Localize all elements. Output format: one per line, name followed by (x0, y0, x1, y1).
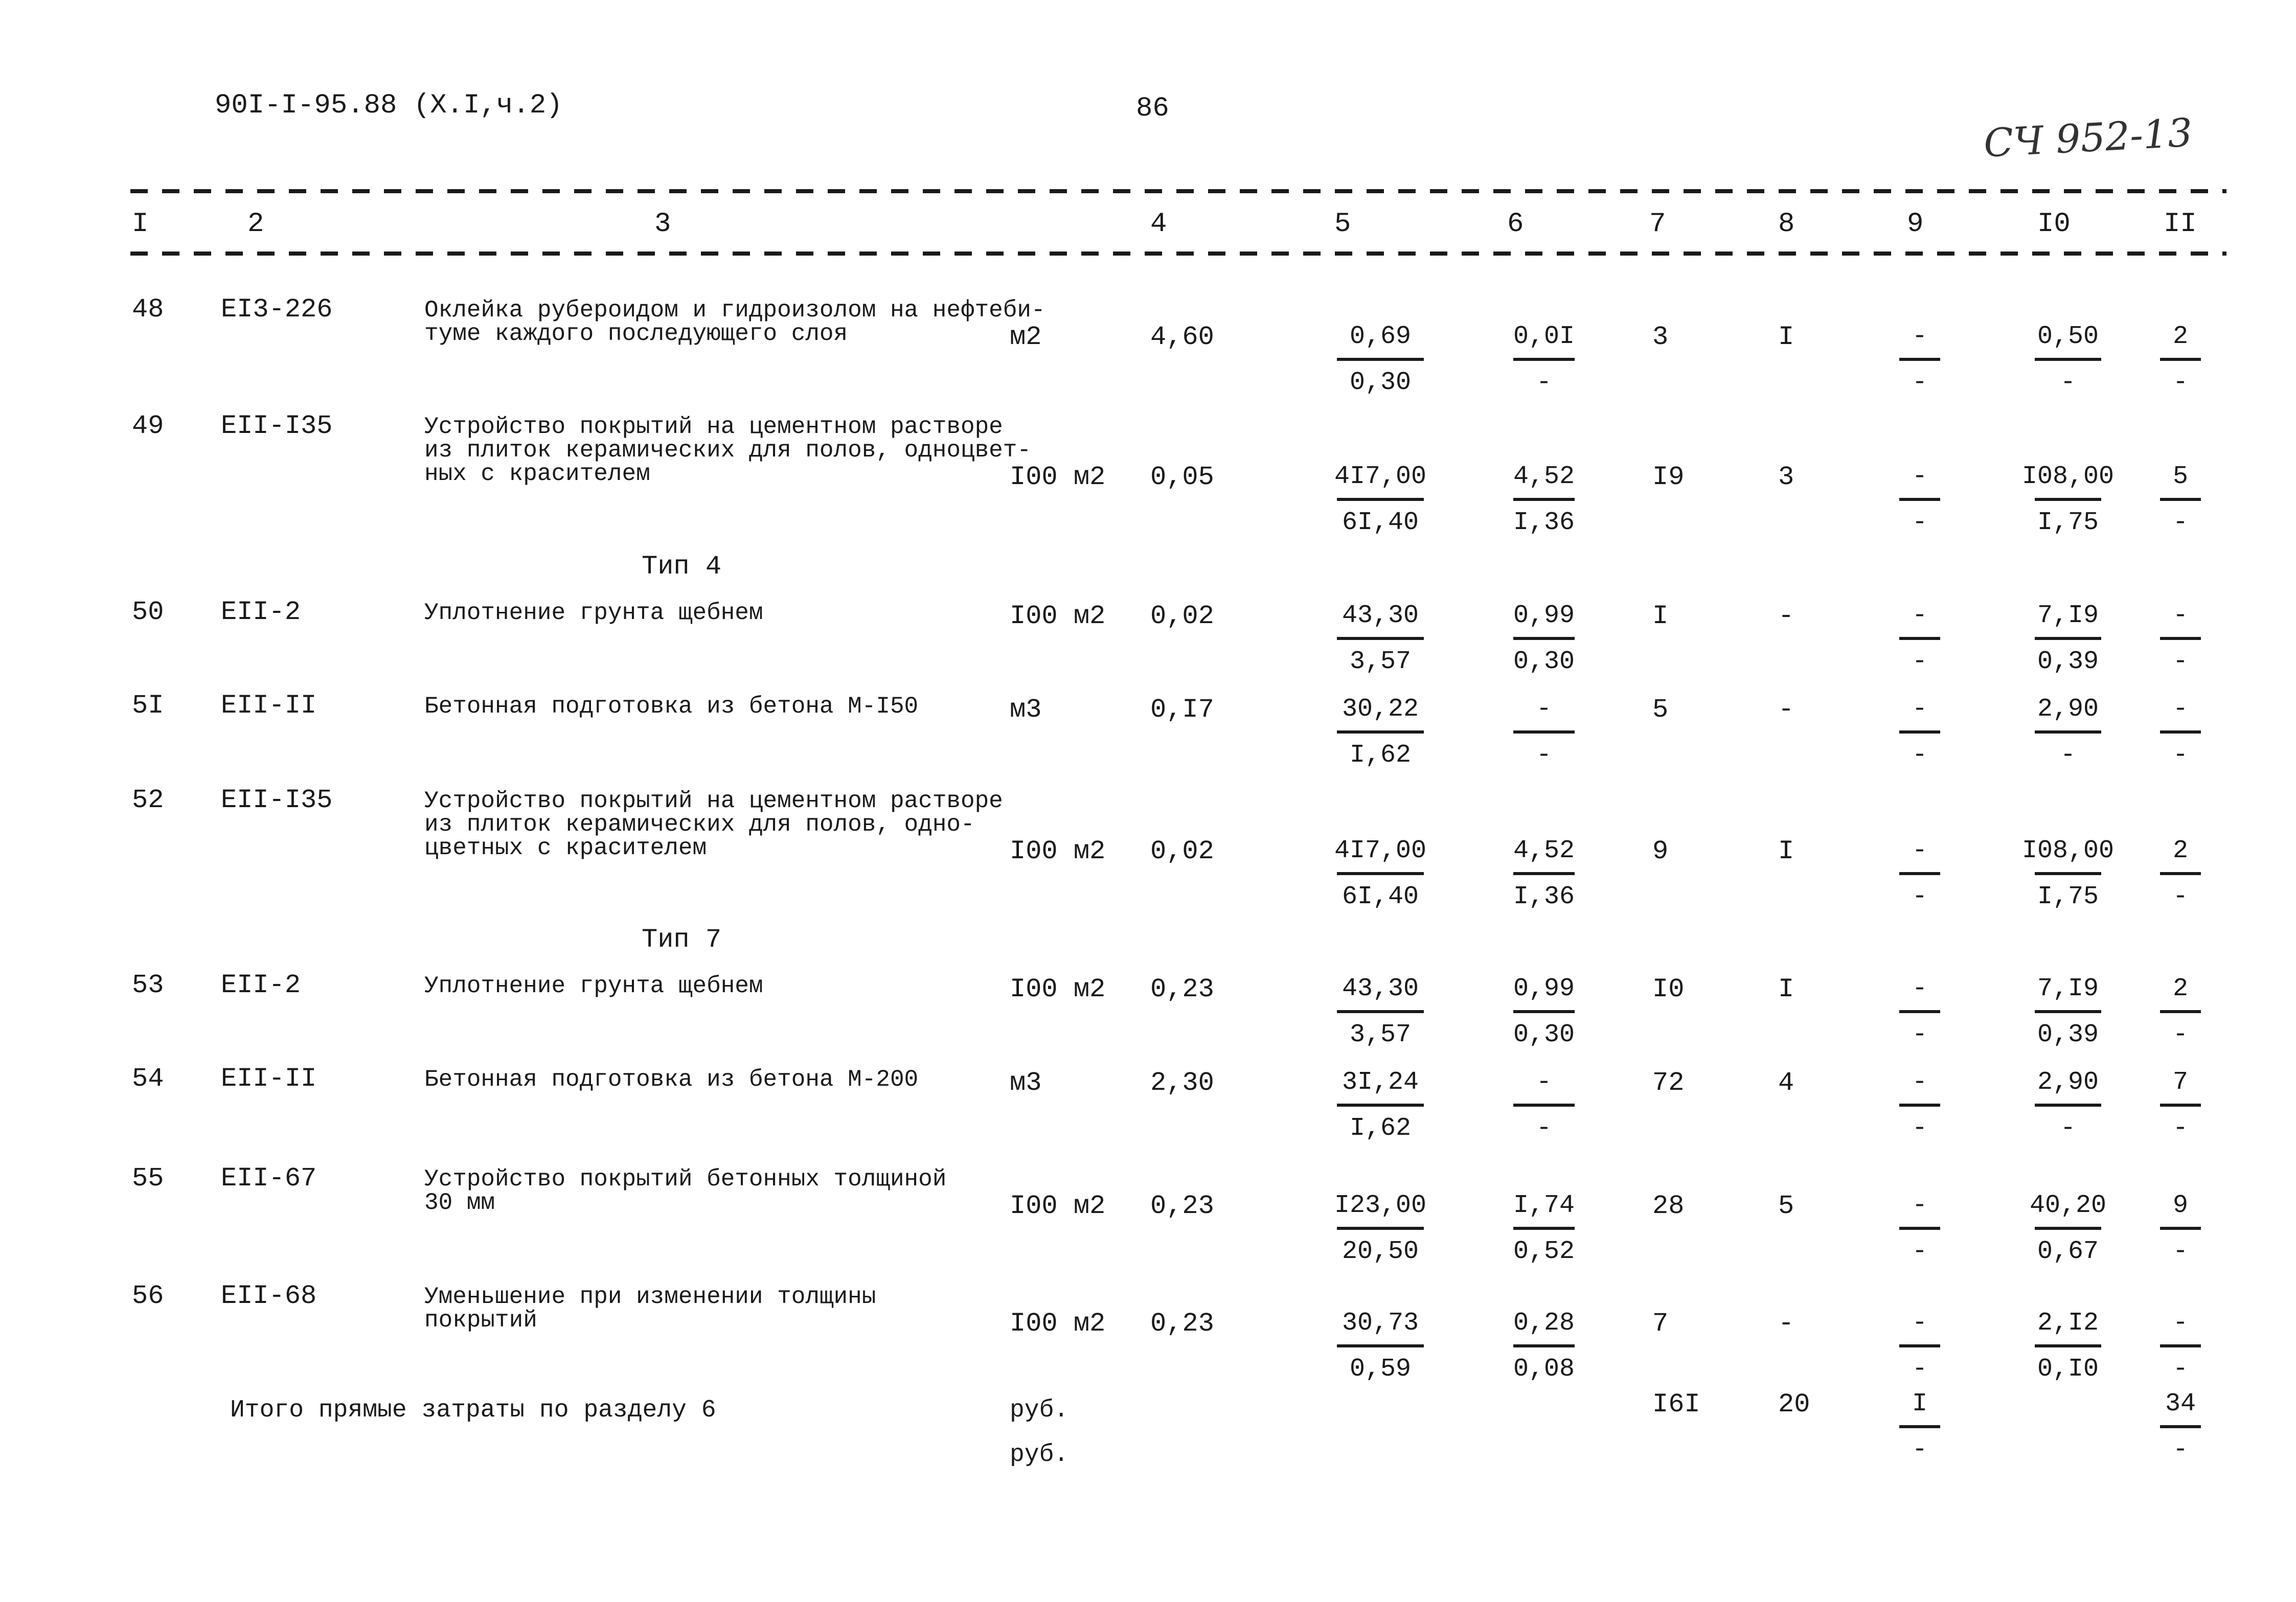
c6-denominator: - (1536, 741, 1552, 770)
fraction-bar (2035, 358, 2101, 361)
fraction-bar (1337, 1104, 1424, 1107)
fraction-bar (1513, 1010, 1575, 1013)
fraction-bar (2160, 1010, 2201, 1013)
c9-numerator: - (1912, 1068, 1927, 1097)
fraction-bar (1513, 730, 1575, 734)
c6-denominator: 0,08 (1513, 1355, 1575, 1384)
c9-numerator: - (1912, 1191, 1927, 1220)
col-7-value: 5 (1652, 695, 1669, 725)
fraction-bar (1337, 498, 1424, 501)
c6-denominator: I,36 (1513, 882, 1575, 911)
c6-numerator: 4,52 (1513, 462, 1575, 491)
norm-code: ЕII-II (221, 691, 317, 721)
c10-denominator: - (2060, 741, 2076, 770)
c11-numerator: - (2172, 601, 2188, 630)
work-description: Устройство покрытий на цементном растворе из плиток керамических для полов, одно- цветных с красителем (424, 788, 1003, 861)
c9-numerator: - (1912, 1309, 1927, 1338)
page-number: 86 (1136, 93, 1169, 124)
total-c11-denominator: - (2172, 1435, 2188, 1464)
c9-fraction (1869, 1193, 1971, 1269)
c9-denominator: - (1912, 1355, 1927, 1384)
c5-fraction (1329, 1311, 1431, 1386)
c9-denominator: - (1912, 368, 1927, 397)
fraction-bar (1337, 730, 1424, 734)
work-description: Уменьшение при изменении толщины покрытий (424, 1284, 876, 1334)
column-header-10: I0 (2037, 209, 2071, 240)
fraction-bar (2160, 498, 2201, 501)
c5-numerator: 43,30 (1342, 974, 1419, 1003)
norm-code: ЕII-II (221, 1064, 317, 1094)
unit: I00 м2 (1010, 601, 1106, 631)
c6-denominator: 0,30 (1513, 1020, 1575, 1049)
column-header-11: II (2164, 209, 2197, 240)
c10-numerator: I08,00 (2021, 462, 2115, 491)
quantity: 2,30 (1150, 1068, 1214, 1098)
column-header-1: I (132, 209, 149, 240)
c9-fraction (1869, 324, 1971, 400)
c11-numerator: - (2172, 1309, 2188, 1338)
c10-fraction (2017, 603, 2119, 679)
fraction-bar (1337, 1344, 1424, 1347)
col-8-value: 4 (1778, 1068, 1794, 1098)
c10-fraction (2017, 464, 2119, 540)
c11-numerator: 5 (2172, 462, 2188, 491)
fraction-bar (2160, 1425, 2201, 1428)
fraction-bar (2160, 730, 2201, 734)
quantity: 0,I7 (1150, 695, 1214, 725)
col-7-value: 72 (1652, 1068, 1685, 1098)
c6-numerator: 0,28 (1513, 1309, 1575, 1338)
c5-denominator: 0,59 (1349, 1355, 1412, 1384)
quantity: 0,23 (1150, 1191, 1214, 1221)
c10-fraction (2017, 838, 2119, 914)
c10-numerator: 2,90 (2037, 695, 2099, 724)
fraction-bar (2160, 872, 2201, 875)
c11-denominator: - (2172, 882, 2188, 911)
total-c11-numerator: 34 (2165, 1389, 2196, 1418)
c10-numerator: I08,00 (2021, 836, 2115, 865)
fraction-bar (1337, 1227, 1424, 1230)
c11-numerator: 2 (2172, 974, 2188, 1003)
total-c11-fraction (2129, 1391, 2232, 1467)
c10-denominator: 0,67 (2037, 1237, 2099, 1266)
col-8-value: I (1778, 322, 1794, 352)
col-7-value: I9 (1652, 462, 1685, 492)
c6-denominator: 0,30 (1513, 647, 1575, 676)
fraction-bar (1899, 637, 1940, 640)
c11-denominator: - (2172, 1237, 2188, 1266)
unit: м2 (1010, 322, 1042, 352)
c5-numerator: 30,22 (1342, 695, 1419, 724)
fraction-bar (2035, 730, 2101, 734)
c11-fraction (2129, 838, 2232, 914)
c11-numerator: 9 (2172, 1191, 2188, 1220)
c6-fraction (1493, 464, 1595, 540)
row-number: 49 (132, 411, 164, 441)
unit: I00 м2 (1010, 462, 1106, 492)
fraction-bar (1513, 637, 1575, 640)
c9-fraction (1869, 1070, 1971, 1146)
quantity: 0,02 (1150, 836, 1214, 866)
c5-numerator: 30,73 (1342, 1309, 1419, 1338)
c11-fraction (2129, 603, 2232, 679)
c6-fraction (1493, 697, 1595, 772)
norm-code: ЕII-67 (221, 1163, 317, 1194)
col-7-value: 3 (1652, 322, 1669, 352)
row-number: 52 (132, 785, 164, 815)
fraction-bar (1899, 498, 1940, 501)
quantity: 0,05 (1150, 462, 1214, 492)
column-header-9: 9 (1907, 209, 1924, 240)
c5-denominator: 0,30 (1349, 368, 1412, 397)
row-number: 56 (132, 1281, 164, 1311)
c5-fraction (1329, 603, 1431, 679)
work-description: Устройство покрытий бетонных толщиной 30 мм (424, 1166, 947, 1216)
c6-denominator: - (1536, 1114, 1552, 1143)
fraction-bar (2035, 1344, 2101, 1347)
col-7-value: 28 (1652, 1191, 1685, 1221)
column-header-3: 3 (654, 209, 671, 240)
row-number: 55 (132, 1163, 164, 1194)
col-7-value: I (1652, 601, 1669, 631)
c6-fraction (1493, 1070, 1595, 1146)
total-c9-numerator: I (1912, 1389, 1927, 1418)
c5-numerator: 3I,24 (1342, 1068, 1419, 1097)
c10-denominator: 0,I0 (2037, 1355, 2099, 1384)
c5-denominator: I,62 (1349, 741, 1412, 770)
c10-denominator: - (2060, 368, 2076, 397)
c6-numerator: 0,0I (1513, 322, 1575, 351)
col-7-value: I0 (1652, 974, 1685, 1004)
work-description: Устройство покрытий на цементном растворе из плиток керамических для полов, одноцвет- ных с красителем (424, 414, 1031, 487)
unit: I00 м2 (1010, 1191, 1106, 1221)
c11-fraction (2129, 464, 2232, 540)
work-description: Бетонная подготовка из бетона М-200 (424, 1066, 919, 1093)
c11-denominator: - (2172, 741, 2188, 770)
col-8-value: 3 (1778, 462, 1794, 492)
c11-denominator: - (2172, 647, 2188, 676)
c5-numerator: 0,69 (1349, 322, 1412, 351)
c6-fraction (1493, 1311, 1595, 1386)
fraction-bar (1899, 358, 1940, 361)
header-rule-bottom (130, 251, 2226, 256)
c5-denominator: 3,57 (1349, 1020, 1412, 1049)
c5-numerator: 4I7,00 (1334, 462, 1427, 491)
c10-denominator: - (2060, 1114, 2076, 1143)
total-unit-2: руб. (1010, 1441, 1069, 1469)
c6-fraction (1493, 976, 1595, 1052)
c5-fraction (1329, 464, 1431, 540)
c5-denominator: 3,57 (1349, 647, 1412, 676)
fraction-bar (2160, 637, 2201, 640)
c9-numerator: - (1912, 974, 1927, 1003)
c10-fraction (2017, 976, 2119, 1052)
c9-numerator: - (1912, 695, 1927, 724)
c6-fraction (1493, 1193, 1595, 1269)
c11-fraction (2129, 697, 2232, 772)
c10-denominator: 0,39 (2037, 1020, 2099, 1049)
row-number: 48 (132, 294, 164, 325)
norm-code: ЕII-2 (221, 970, 301, 1000)
fraction-bar (2035, 498, 2101, 501)
c5-denominator: 6I,40 (1342, 508, 1419, 537)
c6-denominator: - (1536, 368, 1552, 397)
fraction-bar (2160, 1344, 2201, 1347)
c9-denominator: - (1912, 647, 1927, 676)
c6-fraction (1493, 603, 1595, 679)
fraction-bar (1899, 872, 1940, 875)
c10-numerator: 7,I9 (2037, 974, 2099, 1003)
c10-denominator: I,75 (2037, 882, 2099, 911)
quantity: 0,23 (1150, 1309, 1214, 1339)
fraction-bar (2160, 1104, 2201, 1107)
c11-denominator: - (2172, 1355, 2188, 1384)
fraction-bar (1337, 1010, 1424, 1013)
c10-numerator: 7,I9 (2037, 601, 2099, 630)
col-8-value: I (1778, 836, 1794, 866)
col-7-value: 7 (1652, 1309, 1669, 1339)
total-c9-fraction (1869, 1391, 1971, 1467)
fraction-bar (1513, 498, 1575, 501)
c9-fraction (1869, 1311, 1971, 1386)
c5-denominator: I,62 (1349, 1114, 1412, 1143)
fraction-bar (1899, 1425, 1940, 1428)
row-number: 53 (132, 970, 164, 1000)
total-c9-denominator: - (1912, 1435, 1927, 1464)
col-8-value: - (1778, 695, 1794, 725)
c11-fraction (2129, 976, 2232, 1052)
fraction-bar (1513, 1227, 1575, 1230)
c6-denominator: 0,52 (1513, 1237, 1575, 1266)
fraction-bar (1899, 1010, 1940, 1013)
c5-numerator: 43,30 (1342, 601, 1419, 630)
c5-fraction (1329, 324, 1431, 400)
column-header-4: 4 (1150, 209, 1167, 240)
c9-denominator: - (1912, 508, 1927, 537)
c11-fraction (2129, 1311, 2232, 1386)
norm-code: ЕII-I35 (221, 411, 333, 441)
c11-fraction (2129, 324, 2232, 400)
fraction-bar (2035, 872, 2101, 875)
c9-fraction (1869, 838, 1971, 914)
c6-numerator: 0,99 (1513, 974, 1575, 1003)
work-description: Уплотнение грунта щебнем (424, 973, 763, 999)
fraction-bar (1337, 872, 1424, 875)
c9-fraction (1869, 603, 1971, 679)
c6-numerator: - (1536, 695, 1552, 724)
fraction-bar (1899, 1104, 1940, 1107)
c10-fraction (2017, 697, 2119, 772)
c10-denominator: I,75 (2037, 508, 2099, 537)
c5-fraction (1329, 697, 1431, 772)
col-8-value: I (1778, 974, 1794, 1004)
row-number: 54 (132, 1064, 164, 1094)
norm-code: ЕII-68 (221, 1281, 317, 1311)
col-8-value: - (1778, 601, 1794, 631)
c6-numerator: I,74 (1513, 1191, 1575, 1220)
norm-code: ЕI3-226 (221, 294, 333, 325)
fraction-bar (2035, 1227, 2101, 1230)
fraction-bar (1513, 358, 1575, 361)
quantity: 0,23 (1150, 974, 1214, 1004)
c9-denominator: - (1912, 1020, 1927, 1049)
total-col-8: 20 (1778, 1389, 1810, 1420)
c10-numerator: 40,20 (2029, 1191, 2107, 1220)
c9-numerator: - (1912, 601, 1927, 630)
c11-fraction (2129, 1193, 2232, 1269)
c5-fraction (1329, 976, 1431, 1052)
c11-denominator: - (2172, 1114, 2188, 1143)
c9-denominator: - (1912, 741, 1927, 770)
fraction-bar (1513, 1104, 1575, 1107)
document-code: 90I-I-95.88 (Х.I,ч.2) (215, 90, 563, 121)
c10-fraction (2017, 324, 2119, 400)
work-description: Уплотнение грунта щебнем (424, 600, 763, 626)
c10-fraction (2017, 1193, 2119, 1269)
col-8-value: - (1778, 1309, 1794, 1339)
total-unit-1: руб. (1010, 1397, 1069, 1424)
fraction-bar (1513, 872, 1575, 875)
c9-fraction (1869, 976, 1971, 1052)
c5-fraction (1329, 1070, 1431, 1146)
c5-numerator: I23,00 (1334, 1191, 1427, 1220)
c11-denominator: - (2172, 508, 2188, 537)
c10-numerator: 0,50 (2037, 322, 2099, 351)
unit: м3 (1010, 1068, 1042, 1098)
c6-fraction (1493, 324, 1595, 400)
c9-numerator: - (1912, 322, 1927, 351)
fraction-bar (2035, 1010, 2101, 1013)
norm-code: ЕII-I35 (221, 785, 333, 815)
c6-numerator: - (1536, 1068, 1552, 1097)
column-header-5: 5 (1334, 209, 1351, 240)
work-description: Бетонная подготовка из бетона М-I50 (424, 693, 919, 720)
c9-numerator: - (1912, 462, 1927, 491)
c6-denominator: I,36 (1513, 508, 1575, 537)
fraction-bar (2035, 637, 2101, 640)
fraction-bar (2035, 1104, 2101, 1107)
unit: I00 м2 (1010, 836, 1106, 866)
row-number: 5I (132, 691, 164, 721)
c11-fraction (2129, 1070, 2232, 1146)
c9-denominator: - (1912, 1237, 1927, 1266)
fraction-bar (1899, 1227, 1940, 1230)
c11-denominator: - (2172, 368, 2188, 397)
column-header-8: 8 (1778, 209, 1795, 240)
header-rule-top (130, 189, 2226, 193)
section-type-7: Тип 7 (642, 925, 722, 955)
c9-numerator: - (1912, 836, 1927, 865)
quantity: 4,60 (1150, 322, 1214, 352)
c9-fraction (1869, 464, 1971, 540)
c9-fraction (1869, 697, 1971, 772)
row-number: 50 (132, 597, 164, 627)
unit: м3 (1010, 695, 1042, 725)
c11-numerator: 2 (2172, 322, 2188, 351)
unit: I00 м2 (1010, 1309, 1106, 1339)
c6-numerator: 0,99 (1513, 601, 1575, 630)
total-col-7: I6I (1652, 1389, 1700, 1420)
fraction-bar (1899, 730, 1940, 734)
c10-fraction (2017, 1070, 2119, 1146)
fraction-bar (2160, 1227, 2201, 1230)
section-type-4: Тип 4 (642, 552, 722, 582)
work-description: Оклейка рубероидом и гидроизолом на нефтеби- туме каждого последующего слоя (424, 297, 1045, 347)
column-header-2: 2 (247, 209, 264, 240)
col-8-value: 5 (1778, 1191, 1794, 1221)
fraction-bar (1337, 358, 1424, 361)
c5-fraction (1329, 1193, 1431, 1269)
c10-numerator: 2,I2 (2037, 1309, 2099, 1338)
quantity: 0,02 (1150, 601, 1214, 631)
c10-numerator: 2,90 (2037, 1068, 2099, 1097)
c9-denominator: - (1912, 882, 1927, 911)
unit: I00 м2 (1010, 974, 1106, 1004)
column-header-6: 6 (1507, 209, 1524, 240)
c10-fraction (2017, 1311, 2119, 1386)
c5-denominator: 20,50 (1342, 1237, 1419, 1266)
c5-denominator: 6I,40 (1342, 882, 1419, 911)
c6-fraction (1493, 838, 1595, 914)
c11-denominator: - (2172, 1020, 2188, 1049)
c6-numerator: 4,52 (1513, 836, 1575, 865)
total-label: Итого прямые затраты по разделу 6 (230, 1397, 716, 1424)
c10-denominator: 0,39 (2037, 647, 2099, 676)
c11-numerator: 7 (2172, 1068, 2188, 1097)
column-header-7: 7 (1649, 209, 1666, 240)
c11-numerator: 2 (2172, 836, 2188, 865)
fraction-bar (1513, 1344, 1575, 1347)
fraction-bar (1337, 637, 1424, 640)
c9-denominator: - (1912, 1114, 1927, 1143)
col-7-value: 9 (1652, 836, 1669, 866)
c11-numerator: - (2172, 695, 2188, 724)
c5-fraction (1329, 838, 1431, 914)
fraction-bar (1899, 1344, 1940, 1347)
archive-stamp: СЧ 952-13 (1982, 109, 2194, 166)
norm-code: ЕII-2 (221, 597, 301, 627)
fraction-bar (2160, 358, 2201, 361)
c5-numerator: 4I7,00 (1334, 836, 1427, 865)
